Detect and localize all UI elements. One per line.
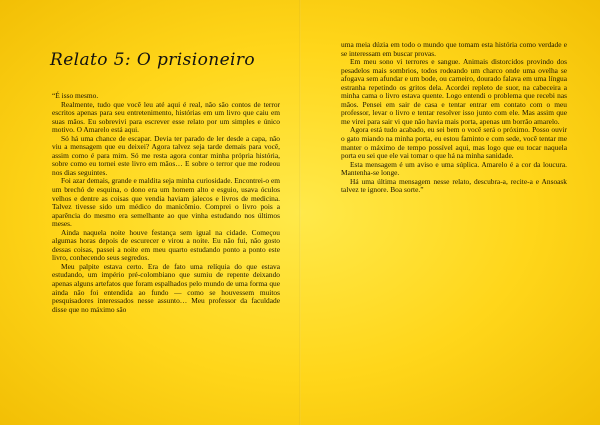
left-text-column [52, 92, 280, 314]
paragraph: Há uma última mensagem nesse relato, descubra-a, recite-a e Ansoask talvez te ignore. Boa sorte.” [341, 176, 567, 195]
paragraph: Realmente, tudo que você leu até aqui é real, não são contos de terror escritos apenas para seu entretenimento, histórias em um livro que caiu em suas mãos. Eu sobrevivi para escrever esse relato por um simples e único motivo. O Amarelo está aqui. [52, 99, 280, 135]
paragraph: Esta mensagem é um aviso e uma súplica. Amarelo é a cor da loucura. Mantenha-se longe. [341, 159, 567, 178]
paragraph: Só há uma chance de escapar. Devia ter parado de ler desde a capa, não viu a mensagem que eu deixei? Agora talvez seja tarde demais para você, assim como é para mim. Só me resta agora contar minha própria história, sobre como eu tornei este livro em mãos… E sobre o terror que me rodeou nos dias seguintes. [52, 133, 280, 177]
chapter-title: Relato 5: O prisioneiro [50, 50, 256, 70]
paragraph: Agora está tudo acabado, eu sei bem o você será o próximo. Posso ouvir o gato miando na minha porta, eu estou faminto e com sede, você tentar me manter o máximo de tempo possível aqui, mas logo que eu tocar naquela porta eu sei que ele vai tomar o que há na minha sanidade. [341, 125, 567, 161]
right-page [300, 0, 600, 425]
paragraph: Meu palpite estava certo. Era de fato uma relíquia do que estava estudando, um império pré-colombiano que sumiu de repente deixando apenas alguns artefatos que foram espalhados pelo mundo de uma forma que ainda não foi entendida ao fundo — como se houvessem muitos pesquisadores interessados nesse assunto… Meu professor da faculdade disse que no máximo são [52, 261, 280, 314]
paragraph: uma meia dúzia em todo o mundo que tomam esta história como verdade e se interessam em buscar provas. [341, 40, 567, 58]
right-text-column [341, 41, 567, 195]
paragraph: “É isso mesmo. [52, 91, 99, 100]
paragraph: Em meu sono vi terrores e sangue. Animais distorcidos provindo dos pesadelos mais sombrios, todos rodeando um charco onde uma ovelha se afogava sem afundar e um bode, ou carneiro, dourado falava em uma língua estranha repetindo os gritos dela. Acordei repleto de suor, na cabeceira a minha cama o livro estava quente. Logo entendi o problema que recebi nas mãos. Pensei em sair de casa e tentar entrar em contato com o meu professor, levar o livro e tentar resolver isso junto com ele. Mas assim que me virei para sair vi que não havia mais porta, apenas um borrão amarelo. [341, 57, 567, 126]
paragraph: Ainda naquela noite houve festança sem igual na cidade. Começou algumas horas depois de escurecer e virou a noite. Eu não fui, não gosto dessas coisas, passei a noite em meu quarto estudando ponto a ponto este livro, conhecendo seus segredos. [52, 227, 280, 263]
paragraph: Foi azar demais, grande e maldita seja minha curiosidade. Encontrei-o em um brechó de esquina, o dono era um homem alto e esguio, usava óculos velhos e dentre as coisas que vendia haviam jalecos e livros de medicina. Talvez tivesse sido um médico do manicômio. Comprei o livro pois a aparência do mesmo era semelhante ao que vinha estudando nos últimos meses. [52, 176, 280, 229]
